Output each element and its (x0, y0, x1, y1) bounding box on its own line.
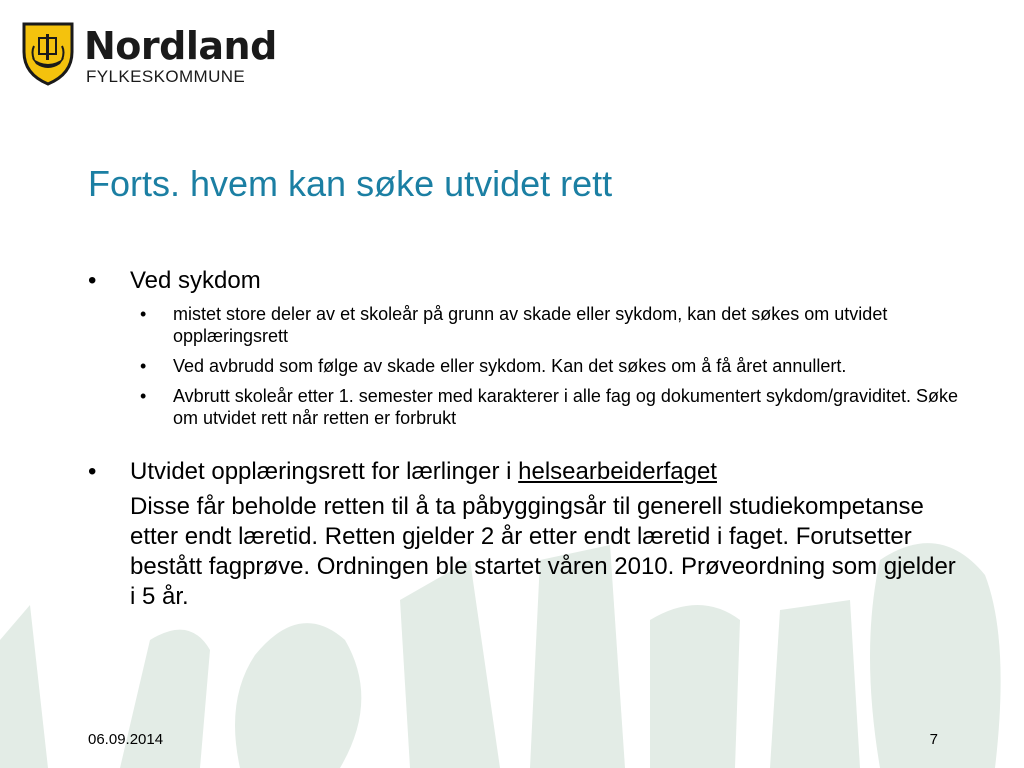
footer-date: 06.09.2014 (88, 731, 164, 748)
bullet-marker: • (88, 458, 97, 485)
viking-ship-shield-icon (22, 22, 74, 86)
sub-bullet (88, 385, 958, 429)
bullet-utvidet-opplaeringsrett (88, 457, 958, 486)
sub-bullet-text: Ved avbrudd som følge av skade eller sykdom. Kan det søkes om å få året annullert. (173, 356, 847, 376)
helsearbeiderfaget-link[interactable]: helsearbeiderfaget (518, 458, 717, 485)
bullet-marker: • (140, 356, 147, 376)
sub-bullet-text: mistet store deler av et skoleår på grunn av skade eller sykdom, kan det søkes om utvidet opplæringsrett (173, 304, 888, 346)
slide-content (88, 266, 958, 612)
bullet-marker: • (140, 386, 147, 406)
bullet-marker: • (88, 267, 97, 294)
bullet-marker: • (140, 304, 147, 324)
nordland-logo (22, 20, 277, 92)
logo-name: Nordland (84, 24, 277, 68)
bullet-text: Utvidet opplæringsrett for lærlinger i (130, 458, 519, 485)
sub-bullet (88, 355, 958, 377)
bullet-paragraph: Disse får beholde retten til å ta påbyggingsår til generell studiekompetanse etter endt læretid. Retten gjelder 2 år etter endt læretid i faget. Forutsetter bestått fagprøve. Ordningen ble startet våren 2010. Prøveordning som gjelder i 5 år. (130, 493, 956, 610)
logo-subtitle: FYLKESKOMMUNE (86, 67, 246, 86)
spacer (88, 429, 958, 457)
page-number: 7 (929, 731, 938, 748)
sub-bullet (88, 303, 958, 347)
sub-bullet-text: Avbrutt skoleår etter 1. semester med karakterer i alle fag og dokumentert sykdom/graviditet. Søke om utvidet rett når retten er forbrukt (173, 386, 959, 428)
bullet-ved-sykdom (88, 266, 958, 295)
slide-title: Forts. hvem kan søke utvidet rett (88, 163, 613, 204)
bullet-text: Ved sykdom (130, 267, 261, 294)
